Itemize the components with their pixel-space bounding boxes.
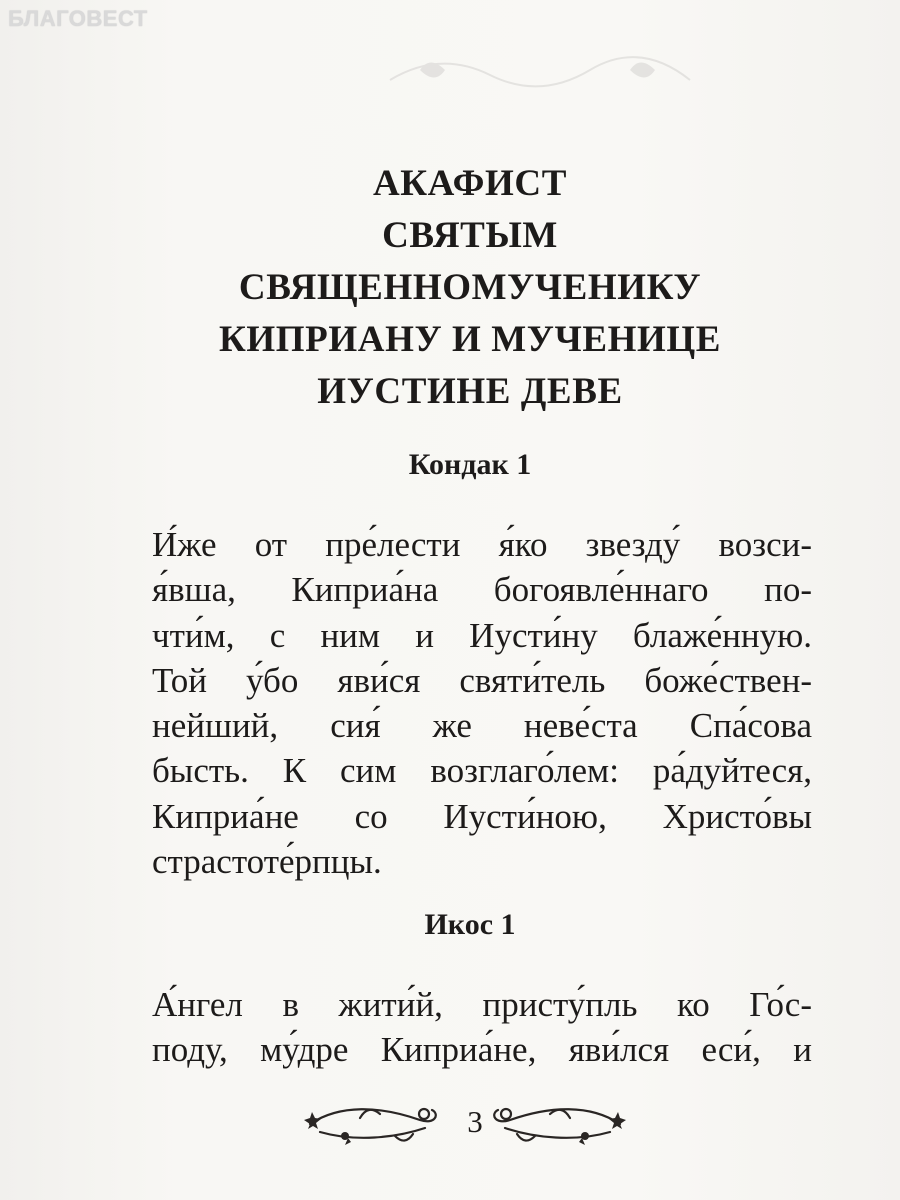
akathist-title	[150, 158, 790, 418]
text-line: И́же от пре́лести я́ко звезду́ возси-	[152, 525, 812, 564]
kondak-text	[152, 522, 812, 884]
text-line: я́вша, Киприа́на богоявле́ннаго по-	[152, 570, 812, 610]
text-line: нейший, сия́ же неве́ста Спа́сова	[152, 706, 812, 746]
page-number: 3	[467, 1104, 483, 1139]
right-flourish-ornament	[494, 1109, 620, 1141]
watermark-logo: БЛАГОВЕСТ	[8, 6, 148, 31]
text-line: чти́м, с ним и Иусти́ну блаже́нную.	[152, 615, 812, 655]
title-line: АКАФИСТ	[372, 163, 568, 204]
ikos-text	[152, 982, 812, 1073]
title-line: СВЯТЫМ	[382, 215, 558, 256]
text-line: Киприа́не со Иусти́ною, Христо́вы	[152, 796, 812, 836]
title-line: ИУСТИНЕ ДЕВЕ	[317, 371, 623, 412]
text-line: Той у́бо яви́ся святи́тель боже́ствен-	[152, 660, 812, 700]
bleed-through-ornament	[380, 40, 700, 100]
title-line: СВЯЩЕННОМУЧЕНИКУ	[238, 267, 702, 308]
ikos-heading: Икос 1	[424, 908, 516, 941]
kondak-heading: Кондак 1	[408, 448, 532, 481]
text-line: бысть. К сим возглаго́лем: ра́дуйтеся,	[152, 751, 812, 791]
text-line: А́нгел в жити́й, присту́пль ко Го́с-	[152, 985, 812, 1024]
left-flourish-ornament	[310, 1109, 436, 1141]
text-line: поду, му́дре Киприа́не, яви́лся еси́, и	[152, 1030, 812, 1070]
text-line: страстоте́рпцы.	[152, 842, 382, 882]
title-line: КИПРИАНУ И МУЧЕНИЦЕ	[218, 319, 722, 360]
